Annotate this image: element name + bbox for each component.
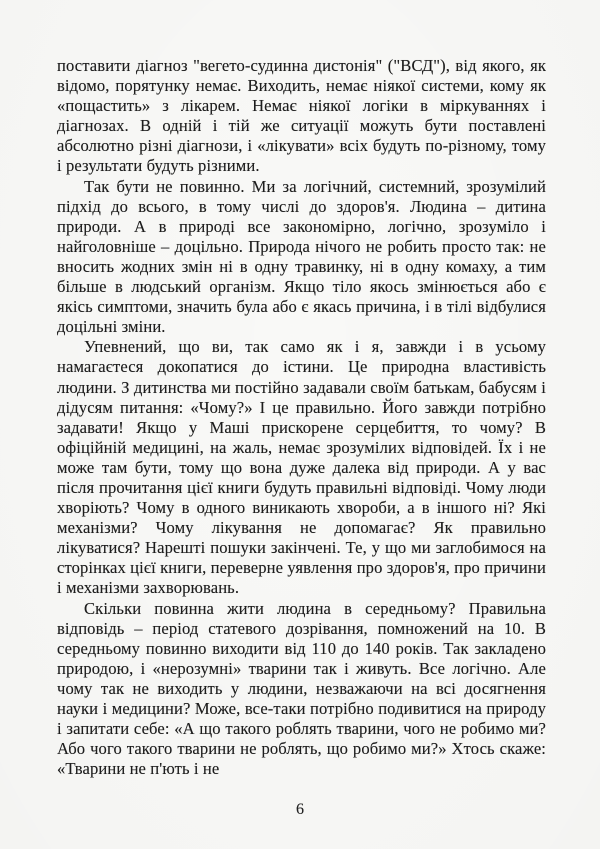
body-paragraph-continuation: поставити діагноз "вегето-судинна дистонія" ("ВСД"), від якого, як відомо, порятунку немає. Виходить, немає ніякої системи, кому як «пощастить» з лікарем. Немає ніякої логіки в міркуваннях і діагнозах. В одній і тій же ситуації можуть бути поставлені абсолютно різні діагнози, і «лікувати» всіх будуть по-різному, тому і результати будуть різними.: [57, 56, 546, 176]
body-paragraph: Скільки повинна жити людина в середньому? Правильна відповідь – період статевого дозрівання, помножений на 10. В середньому повинно виходити від 110 до 140 років. Так закладено природою, і «нерозумні» тварини так і живуть. Все логічно. Але чому так не виходить у людини, незважаючи на всі досягнення науки і медицини? Може, все-таки потрібно подивитися на природу і запитати себе: «А що такого роблять тварини, чого не робимо ми? Або чого такого тварини не роблять, що робимо ми?» Хтось скаже: «Тварини не п'ють і не: [57, 598, 546, 779]
page-text-block: [57, 56, 546, 779]
body-paragraph: Так бути не повинно. Ми за логічний, системний, зрозумілий підхід до всього, в тому числі до здоров'я. Людина – дитина природи. А в природі все закономірно, логічно, зрозуміло і найголовніше – доцільно. Природа нічого не робить просто так: не вносить жодних змін ні в одну травинку, ні в одну комаху, а тим більше в людський організм. Якщо тіло якось змінюється або є якісь симптоми, значить була або є якась причина, і в тілі відбулися доцільні зміни.: [57, 176, 546, 337]
body-paragraph: Упевнений, що ви, так само як і я, завжди і в усьому намагаєтеся докопатися до істини. Це природна властивість людини. З дитинства ми постійно задавали своїм батькам, бабусям і дідусям питання: «Чому?» І це правильно. Його завжди потрібно задавати! Якщо у Маші прискорене серцебиття, то чому? В офіційній медицині, на жаль, немає зрозумілих відповідей. Їх і не може там бути, тому що вона дуже далека від природи. А у вас після прочитання цієї книги будуть правильні відповіді. Чому люди хворіють? Чому в одного виникають хвороби, а в іншого ні? Які механізми? Чому лікування не допомагає? Як правильно лікуватися? Нарешті пошуки закінчені. Те, у що ми заглобимося на сторінках цієї книги, переверне уявлення про здоров'я, про причини і механізми захворювань.: [57, 337, 546, 598]
page-number: 6: [296, 801, 304, 818]
